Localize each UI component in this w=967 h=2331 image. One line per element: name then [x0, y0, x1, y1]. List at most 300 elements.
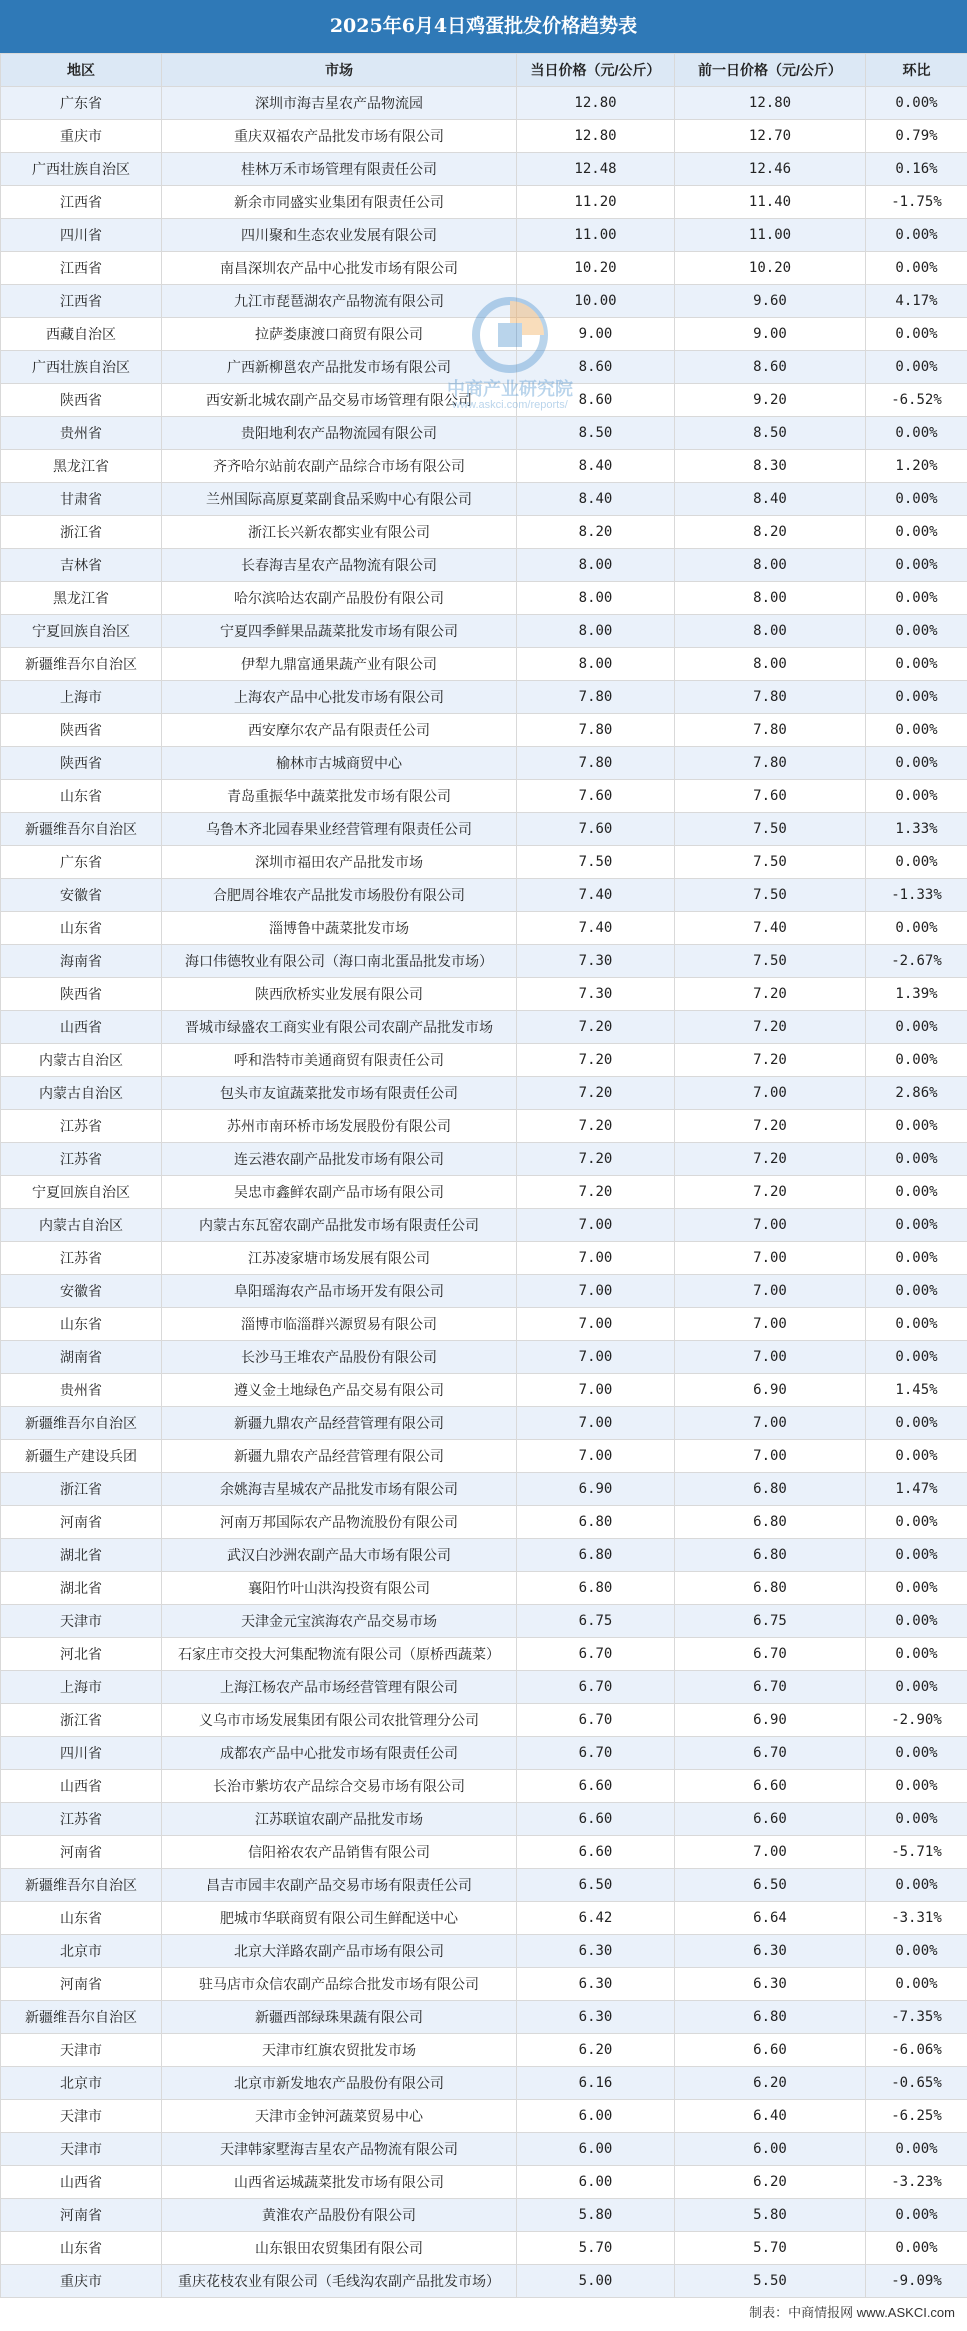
cell-prev-price: 5.70: [675, 2232, 866, 2265]
cell-prev-price: 9.60: [675, 285, 866, 318]
cell-change: 1.33%: [866, 813, 967, 846]
table-row: [1, 879, 967, 912]
cell-today-price: 6.30: [517, 1968, 675, 2001]
cell-region: 浙江省: [1, 516, 162, 549]
table-row: [1, 450, 967, 483]
cell-region: 河南省: [1, 1506, 162, 1539]
cell-prev-price: 6.70: [675, 1638, 866, 1671]
cell-prev-price: 6.80: [675, 2001, 866, 2034]
cell-region: 江西省: [1, 186, 162, 219]
cell-region: 河南省: [1, 1968, 162, 2001]
cell-market: 余姚海吉星城农产品批发市场有限公司: [162, 1473, 517, 1506]
table-row: [1, 1605, 967, 1638]
cell-market: 伊犁九鼎富通果蔬产业有限公司: [162, 648, 517, 681]
table-row: [1, 516, 967, 549]
cell-region: 上海市: [1, 1671, 162, 1704]
cell-market: 遵义金土地绿色产品交易有限公司: [162, 1374, 517, 1407]
watermark-url: www.askci.com/reports/: [452, 399, 568, 411]
cell-prev-price: 10.20: [675, 252, 866, 285]
cell-prev-price: 5.80: [675, 2199, 866, 2232]
cell-market: 黄淮农产品股份有限公司: [162, 2199, 517, 2232]
cell-market: 襄阳竹叶山洪沟投资有限公司: [162, 1572, 517, 1605]
table-row: [1, 417, 967, 450]
cell-change: -6.25%: [866, 2100, 967, 2133]
cell-region: 西藏自治区: [1, 318, 162, 351]
table-row: [1, 813, 967, 846]
col-header-prev-price: 前一日价格（元/公斤）: [675, 54, 866, 87]
cell-change: 0.00%: [866, 780, 967, 813]
cell-prev-price: 7.20: [675, 1011, 866, 1044]
table-row: [1, 1110, 967, 1143]
cell-prev-price: 7.00: [675, 1308, 866, 1341]
table-row: [1, 2265, 967, 2298]
cell-today-price: 7.40: [517, 879, 675, 912]
cell-change: 0.00%: [866, 648, 967, 681]
cell-change: 1.45%: [866, 1374, 967, 1407]
cell-today-price: 6.20: [517, 2034, 675, 2067]
cell-change: 0.00%: [866, 2199, 967, 2232]
cell-change: 0.00%: [866, 2232, 967, 2265]
cell-market: 四川聚和生态农业发展有限公司: [162, 219, 517, 252]
cell-change: -6.52%: [866, 384, 967, 417]
cell-market: 上海江杨农产品市场经营管理有限公司: [162, 1671, 517, 1704]
cell-today-price: 8.60: [517, 384, 675, 417]
table-row: [1, 120, 967, 153]
cell-region: 四川省: [1, 1737, 162, 1770]
cell-region: 北京市: [1, 2067, 162, 2100]
cell-region: 浙江省: [1, 1473, 162, 1506]
table-row: [1, 978, 967, 1011]
cell-prev-price: 7.00: [675, 1209, 866, 1242]
cell-prev-price: 8.60: [675, 351, 866, 384]
cell-region: 新疆维吾尔自治区: [1, 648, 162, 681]
cell-prev-price: 6.80: [675, 1539, 866, 1572]
table-row: [1, 714, 967, 747]
cell-change: 0.00%: [866, 747, 967, 780]
table-row: [1, 1440, 967, 1473]
cell-region: 山东省: [1, 1308, 162, 1341]
cell-region: 江西省: [1, 252, 162, 285]
cell-today-price: 8.40: [517, 450, 675, 483]
cell-today-price: 7.00: [517, 1374, 675, 1407]
cell-region: 重庆市: [1, 120, 162, 153]
cell-prev-price: 8.50: [675, 417, 866, 450]
cell-market: 新疆西部绿珠果蔬有限公司: [162, 2001, 517, 2034]
cell-region: 天津市: [1, 2133, 162, 2166]
cell-today-price: 8.00: [517, 615, 675, 648]
cell-market: 内蒙古东瓦窑农副产品批发市场有限责任公司: [162, 1209, 517, 1242]
cell-today-price: 7.00: [517, 1275, 675, 1308]
cell-today-price: 6.75: [517, 1605, 675, 1638]
cell-market: 成都农产品中心批发市场有限责任公司: [162, 1737, 517, 1770]
cell-prev-price: 7.40: [675, 912, 866, 945]
cell-today-price: 11.20: [517, 186, 675, 219]
table-row: [1, 153, 967, 186]
cell-region: 陕西省: [1, 714, 162, 747]
cell-change: -5.71%: [866, 1836, 967, 1869]
cell-prev-price: 6.70: [675, 1737, 866, 1770]
cell-prev-price: 6.00: [675, 2133, 866, 2166]
cell-today-price: 7.80: [517, 714, 675, 747]
cell-change: 0.00%: [866, 1638, 967, 1671]
cell-change: -2.90%: [866, 1704, 967, 1737]
cell-region: 内蒙古自治区: [1, 1209, 162, 1242]
table-row: [1, 252, 967, 285]
cell-today-price: 7.20: [517, 1176, 675, 1209]
table-row: [1, 1275, 967, 1308]
cell-change: 0.00%: [866, 1869, 967, 1902]
cell-region: 新疆维吾尔自治区: [1, 813, 162, 846]
cell-today-price: 6.80: [517, 1506, 675, 1539]
table-row: [1, 2001, 967, 2034]
cell-prev-price: 7.50: [675, 813, 866, 846]
cell-today-price: 7.80: [517, 681, 675, 714]
table-row: [1, 219, 967, 252]
table-row: [1, 285, 967, 318]
cell-region: 浙江省: [1, 1704, 162, 1737]
cell-change: 0.00%: [866, 417, 967, 450]
cell-today-price: 8.40: [517, 483, 675, 516]
cell-prev-price: 7.80: [675, 747, 866, 780]
cell-today-price: 12.48: [517, 153, 675, 186]
cell-today-price: 6.60: [517, 1836, 675, 1869]
cell-today-price: 7.80: [517, 747, 675, 780]
cell-today-price: 10.20: [517, 252, 675, 285]
cell-change: 0.00%: [866, 1341, 967, 1374]
cell-prev-price: 8.40: [675, 483, 866, 516]
cell-change: 0.00%: [866, 582, 967, 615]
table-row: [1, 747, 967, 780]
table-row: [1, 1341, 967, 1374]
cell-prev-price: 9.20: [675, 384, 866, 417]
cell-region: 宁夏回族自治区: [1, 1176, 162, 1209]
cell-prev-price: 7.20: [675, 1110, 866, 1143]
cell-market: 桂林万禾市场管理有限责任公司: [162, 153, 517, 186]
cell-change: -1.33%: [866, 879, 967, 912]
cell-region: 山西省: [1, 2166, 162, 2199]
table-row: [1, 846, 967, 879]
cell-market: 兰州国际高原夏菜副食品采购中心有限公司: [162, 483, 517, 516]
cell-market: 宁夏四季鲜果品蔬菜批发市场有限公司: [162, 615, 517, 648]
cell-market: 呼和浩特市美通商贸有限责任公司: [162, 1044, 517, 1077]
cell-today-price: 8.00: [517, 648, 675, 681]
cell-change: 0.00%: [866, 252, 967, 285]
cell-change: 0.00%: [866, 714, 967, 747]
cell-today-price: 6.50: [517, 1869, 675, 1902]
cell-market: 哈尔滨哈达农副产品股份有限公司: [162, 582, 517, 615]
cell-market: 阜阳瑶海农产品市场开发有限公司: [162, 1275, 517, 1308]
cell-change: 0.00%: [866, 1737, 967, 1770]
cell-today-price: 7.00: [517, 1341, 675, 1374]
cell-region: 安徽省: [1, 879, 162, 912]
cell-region: 重庆市: [1, 2265, 162, 2298]
cell-region: 山西省: [1, 1011, 162, 1044]
footer-source: 制表：中商情报网 www.ASKCI.com: [749, 2305, 955, 2320]
table-row: [1, 1308, 967, 1341]
cell-region: 内蒙古自治区: [1, 1044, 162, 1077]
cell-prev-price: 5.50: [675, 2265, 866, 2298]
cell-change: 0.00%: [866, 615, 967, 648]
cell-today-price: 7.50: [517, 846, 675, 879]
cell-market: 江苏联谊农副产品批发市场: [162, 1803, 517, 1836]
cell-market: 合肥周谷堆农产品批发市场股份有限公司: [162, 879, 517, 912]
cell-prev-price: 6.80: [675, 1473, 866, 1506]
table-row: [1, 582, 967, 615]
cell-market: 晋城市绿盛农工商实业有限公司农副产品批发市场: [162, 1011, 517, 1044]
cell-today-price: 7.00: [517, 1407, 675, 1440]
table-row: [1, 1935, 967, 1968]
cell-today-price: 6.16: [517, 2067, 675, 2100]
cell-change: 0.00%: [866, 87, 967, 120]
cell-prev-price: 6.90: [675, 1374, 866, 1407]
cell-region: 河北省: [1, 1638, 162, 1671]
cell-change: 0.00%: [866, 681, 967, 714]
cell-region: 新疆维吾尔自治区: [1, 1407, 162, 1440]
cell-market: 包头市友谊蔬菜批发市场有限责任公司: [162, 1077, 517, 1110]
table-row: [1, 2199, 967, 2232]
cell-market: 重庆双福农产品批发市场有限公司: [162, 120, 517, 153]
cell-market: 陕西欣桥实业发展有限公司: [162, 978, 517, 1011]
cell-prev-price: 8.00: [675, 615, 866, 648]
cell-market: 长治市紫坊农产品综合交易市场有限公司: [162, 1770, 517, 1803]
cell-today-price: 6.00: [517, 2166, 675, 2199]
price-table: [0, 53, 967, 2298]
cell-today-price: 8.60: [517, 351, 675, 384]
cell-region: 吉林省: [1, 549, 162, 582]
table-row: [1, 615, 967, 648]
table-row: [1, 1044, 967, 1077]
cell-today-price: 10.00: [517, 285, 675, 318]
cell-prev-price: 7.60: [675, 780, 866, 813]
cell-change: 0.00%: [866, 219, 967, 252]
table-row: [1, 186, 967, 219]
cell-today-price: 6.80: [517, 1539, 675, 1572]
cell-region: 山东省: [1, 780, 162, 813]
cell-market: 北京大洋路农副产品市场有限公司: [162, 1935, 517, 1968]
cell-region: 湖北省: [1, 1539, 162, 1572]
table-row: [1, 384, 967, 417]
cell-today-price: 7.00: [517, 1209, 675, 1242]
cell-region: 江西省: [1, 285, 162, 318]
table-row: [1, 549, 967, 582]
cell-prev-price: 7.00: [675, 1341, 866, 1374]
cell-region: 新疆维吾尔自治区: [1, 1869, 162, 1902]
cell-prev-price: 7.80: [675, 714, 866, 747]
cell-today-price: 7.00: [517, 1308, 675, 1341]
cell-today-price: 12.80: [517, 87, 675, 120]
cell-region: 黑龙江省: [1, 582, 162, 615]
cell-change: 0.00%: [866, 1143, 967, 1176]
cell-change: -6.06%: [866, 2034, 967, 2067]
cell-today-price: 7.30: [517, 978, 675, 1011]
cell-today-price: 6.70: [517, 1737, 675, 1770]
cell-market: 乌鲁木齐北园春果业经营管理有限责任公司: [162, 813, 517, 846]
cell-today-price: 8.20: [517, 516, 675, 549]
cell-today-price: 7.60: [517, 780, 675, 813]
cell-market: 深圳市福田农产品批发市场: [162, 846, 517, 879]
cell-today-price: 6.30: [517, 2001, 675, 2034]
table-row: [1, 780, 967, 813]
cell-market: 南昌深圳农产品中心批发市场有限公司: [162, 252, 517, 285]
cell-change: 0.00%: [866, 1407, 967, 1440]
cell-today-price: 5.70: [517, 2232, 675, 2265]
cell-market: 西安摩尔农产品有限责任公司: [162, 714, 517, 747]
cell-market: 拉萨娄康渡口商贸有限公司: [162, 318, 517, 351]
table-row: [1, 1011, 967, 1044]
table-row: [1, 1407, 967, 1440]
cell-prev-price: 8.00: [675, 648, 866, 681]
table-row: [1, 1737, 967, 1770]
table-row: [1, 1209, 967, 1242]
cell-prev-price: 7.00: [675, 1275, 866, 1308]
cell-today-price: 6.60: [517, 1770, 675, 1803]
cell-region: 江苏省: [1, 1242, 162, 1275]
cell-market: 苏州市南环桥市场发展股份有限公司: [162, 1110, 517, 1143]
cell-change: 0.00%: [866, 1110, 967, 1143]
cell-prev-price: 6.75: [675, 1605, 866, 1638]
cell-prev-price: 6.80: [675, 1506, 866, 1539]
table-row: [1, 1473, 967, 1506]
cell-market: 新疆九鼎农产品经营管理有限公司: [162, 1407, 517, 1440]
cell-change: 0.00%: [866, 1044, 967, 1077]
cell-prev-price: 6.60: [675, 2034, 866, 2067]
cell-today-price: 9.00: [517, 318, 675, 351]
cell-market: 浙江长兴新农都实业有限公司: [162, 516, 517, 549]
cell-market: 肥城市华联商贸有限公司生鲜配送中心: [162, 1902, 517, 1935]
cell-today-price: 7.40: [517, 912, 675, 945]
cell-change: -3.23%: [866, 2166, 967, 2199]
cell-prev-price: 7.50: [675, 945, 866, 978]
cell-region: 宁夏回族自治区: [1, 615, 162, 648]
table-title: 2025年6月4日鸡蛋批发价格趋势表: [0, 0, 967, 53]
cell-change: -2.67%: [866, 945, 967, 978]
cell-today-price: 5.80: [517, 2199, 675, 2232]
cell-prev-price: 7.20: [675, 1044, 866, 1077]
table-row: [1, 1572, 967, 1605]
cell-region: 广东省: [1, 846, 162, 879]
cell-change: 0.00%: [866, 351, 967, 384]
cell-today-price: 7.20: [517, 1143, 675, 1176]
cell-today-price: 6.70: [517, 1671, 675, 1704]
cell-change: 0.00%: [866, 1176, 967, 1209]
cell-market: 天津市金钟河蔬菜贸易中心: [162, 2100, 517, 2133]
cell-region: 内蒙古自治区: [1, 1077, 162, 1110]
cell-region: 山东省: [1, 912, 162, 945]
cell-prev-price: 6.80: [675, 1572, 866, 1605]
cell-region: 新疆生产建设兵团: [1, 1440, 162, 1473]
cell-today-price: 12.80: [517, 120, 675, 153]
table-row: [1, 912, 967, 945]
cell-prev-price: 8.00: [675, 549, 866, 582]
cell-change: 0.00%: [866, 318, 967, 351]
cell-prev-price: 7.20: [675, 1143, 866, 1176]
cell-market: 新疆九鼎农产品经营管理有限公司: [162, 1440, 517, 1473]
table-row: [1, 1374, 967, 1407]
cell-change: 0.00%: [866, 1242, 967, 1275]
col-header-market: 市场: [162, 54, 517, 87]
cell-prev-price: 7.00: [675, 1242, 866, 1275]
cell-prev-price: 7.20: [675, 1176, 866, 1209]
table-row: [1, 1902, 967, 1935]
cell-region: 河南省: [1, 2199, 162, 2232]
cell-today-price: 5.00: [517, 2265, 675, 2298]
cell-change: -3.31%: [866, 1902, 967, 1935]
table-row: [1, 945, 967, 978]
cell-region: 湖南省: [1, 1341, 162, 1374]
table-row: [1, 1836, 967, 1869]
cell-today-price: 8.00: [517, 582, 675, 615]
cell-today-price: 6.80: [517, 1572, 675, 1605]
cell-change: -9.09%: [866, 2265, 967, 2298]
cell-change: 0.00%: [866, 1968, 967, 2001]
cell-region: 海南省: [1, 945, 162, 978]
cell-today-price: 6.00: [517, 2133, 675, 2166]
cell-region: 山西省: [1, 1770, 162, 1803]
cell-change: 0.00%: [866, 1803, 967, 1836]
cell-today-price: 7.20: [517, 1077, 675, 1110]
cell-region: 陕西省: [1, 978, 162, 1011]
cell-prev-price: 7.80: [675, 681, 866, 714]
cell-prev-price: 12.46: [675, 153, 866, 186]
cell-today-price: 6.60: [517, 1803, 675, 1836]
cell-region: 山东省: [1, 2232, 162, 2265]
cell-prev-price: 7.00: [675, 1077, 866, 1110]
cell-market: 山东银田农贸集团有限公司: [162, 2232, 517, 2265]
cell-region: 山东省: [1, 1902, 162, 1935]
cell-today-price: 8.00: [517, 549, 675, 582]
cell-region: 贵州省: [1, 1374, 162, 1407]
cell-market: 石家庄市交投大河集配物流有限公司（原桥西蔬菜）: [162, 1638, 517, 1671]
cell-prev-price: 6.70: [675, 1671, 866, 1704]
cell-today-price: 7.20: [517, 1110, 675, 1143]
cell-market: 新余市同盛实业集团有限责任公司: [162, 186, 517, 219]
cell-change: 0.00%: [866, 1671, 967, 1704]
cell-prev-price: 6.90: [675, 1704, 866, 1737]
cell-prev-price: 6.60: [675, 1770, 866, 1803]
cell-region: 广西壮族自治区: [1, 153, 162, 186]
cell-market: 天津韩家墅海吉星农产品物流有限公司: [162, 2133, 517, 2166]
cell-region: 陕西省: [1, 747, 162, 780]
cell-change: -0.65%: [866, 2067, 967, 2100]
cell-prev-price: 7.00: [675, 1440, 866, 1473]
cell-region: 江苏省: [1, 1143, 162, 1176]
cell-region: 江苏省: [1, 1110, 162, 1143]
cell-region: 甘肃省: [1, 483, 162, 516]
cell-market: 江苏凌家塘市场发展有限公司: [162, 1242, 517, 1275]
cell-prev-price: 7.50: [675, 879, 866, 912]
cell-prev-price: 6.20: [675, 2166, 866, 2199]
table-row: [1, 681, 967, 714]
cell-market: 昌吉市园丰农副产品交易市场有限责任公司: [162, 1869, 517, 1902]
table-row: [1, 483, 967, 516]
cell-change: 4.17%: [866, 285, 967, 318]
table-row: [1, 1803, 967, 1836]
col-header-region: 地区: [1, 54, 162, 87]
cell-market: 长沙马王堆农产品股份有限公司: [162, 1341, 517, 1374]
cell-region: 广东省: [1, 87, 162, 120]
cell-market: 信阳裕农农产品销售有限公司: [162, 1836, 517, 1869]
cell-prev-price: 11.40: [675, 186, 866, 219]
cell-prev-price: 6.50: [675, 1869, 866, 1902]
cell-change: 0.00%: [866, 1935, 967, 1968]
cell-prev-price: 6.64: [675, 1902, 866, 1935]
cell-market: 武汉白沙洲农副产品大市场有限公司: [162, 1539, 517, 1572]
table-row: [1, 351, 967, 384]
cell-change: 0.00%: [866, 1539, 967, 1572]
cell-today-price: 7.20: [517, 1011, 675, 1044]
cell-change: 0.79%: [866, 120, 967, 153]
cell-region: 北京市: [1, 1935, 162, 1968]
